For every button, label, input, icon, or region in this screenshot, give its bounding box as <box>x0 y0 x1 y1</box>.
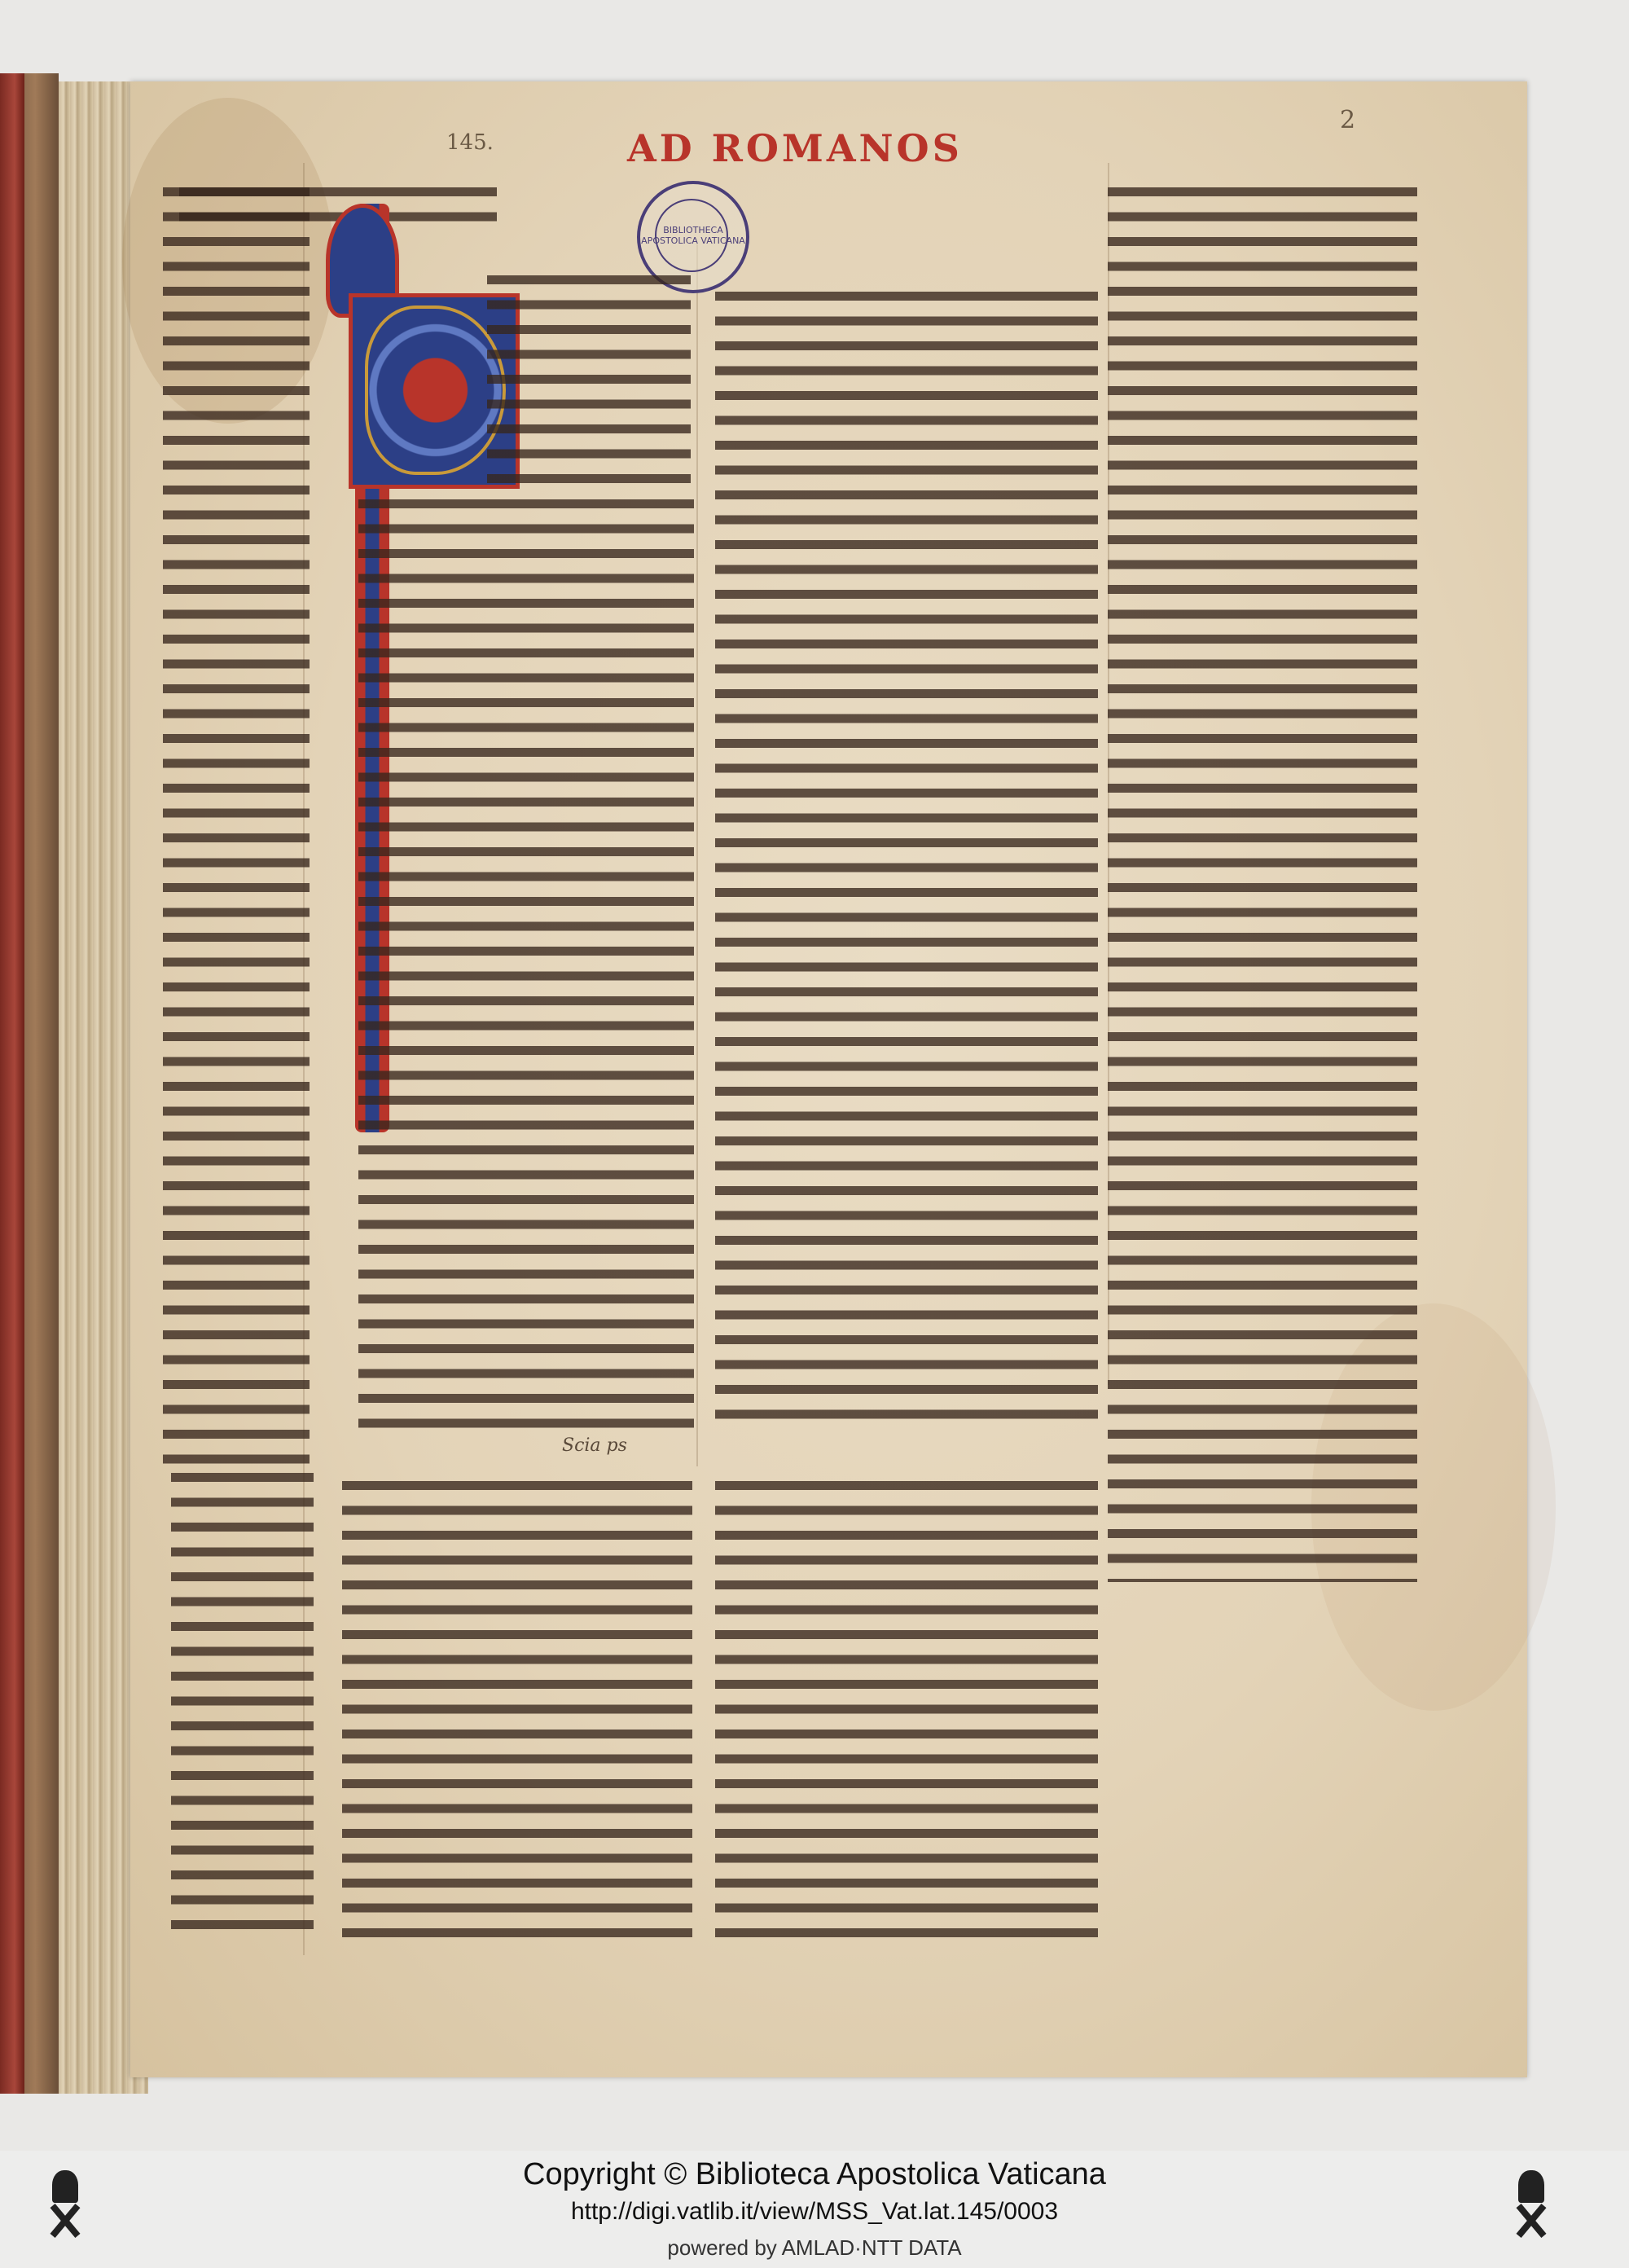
margin-annotation: Scia ps <box>562 1435 627 1456</box>
text-column-b <box>715 285 1098 1434</box>
crossed-keys-icon <box>1507 2201 1556 2237</box>
copyright-text: Copyright © Biblioteca Apostolica Vaticana <box>523 2157 1106 2191</box>
text-column-a-top <box>487 269 691 493</box>
source-url[interactable]: http://digi.vatlib.it/view/MSS_Vat.lat.145/0003 <box>570 2198 1059 2225</box>
stamp-text: BIBLIOTHECA APOSTOLICA VATICANA <box>641 225 745 246</box>
vatican-seal-right <box>1482 2159 1580 2257</box>
powered-by-text: powered by AMLAD·NTT DATA <box>667 2235 962 2260</box>
binding-red-edge <box>0 73 24 2094</box>
initial-bowl <box>365 305 506 475</box>
margin-gloss-left <box>163 181 310 1468</box>
text-column-a <box>358 493 694 1434</box>
folio-number: 145. <box>446 130 494 155</box>
corner-number: 2 <box>1340 106 1356 134</box>
ruling-line <box>696 244 698 1466</box>
commentary-column-b <box>715 1475 1098 1947</box>
commentary-column-a <box>342 1475 692 1947</box>
running-head: AD ROMANOS <box>627 126 963 170</box>
margin-gloss-left-lower <box>171 1466 314 1931</box>
margin-gloss-right <box>1108 181 1417 1582</box>
tiara-icon <box>1518 2170 1544 2203</box>
